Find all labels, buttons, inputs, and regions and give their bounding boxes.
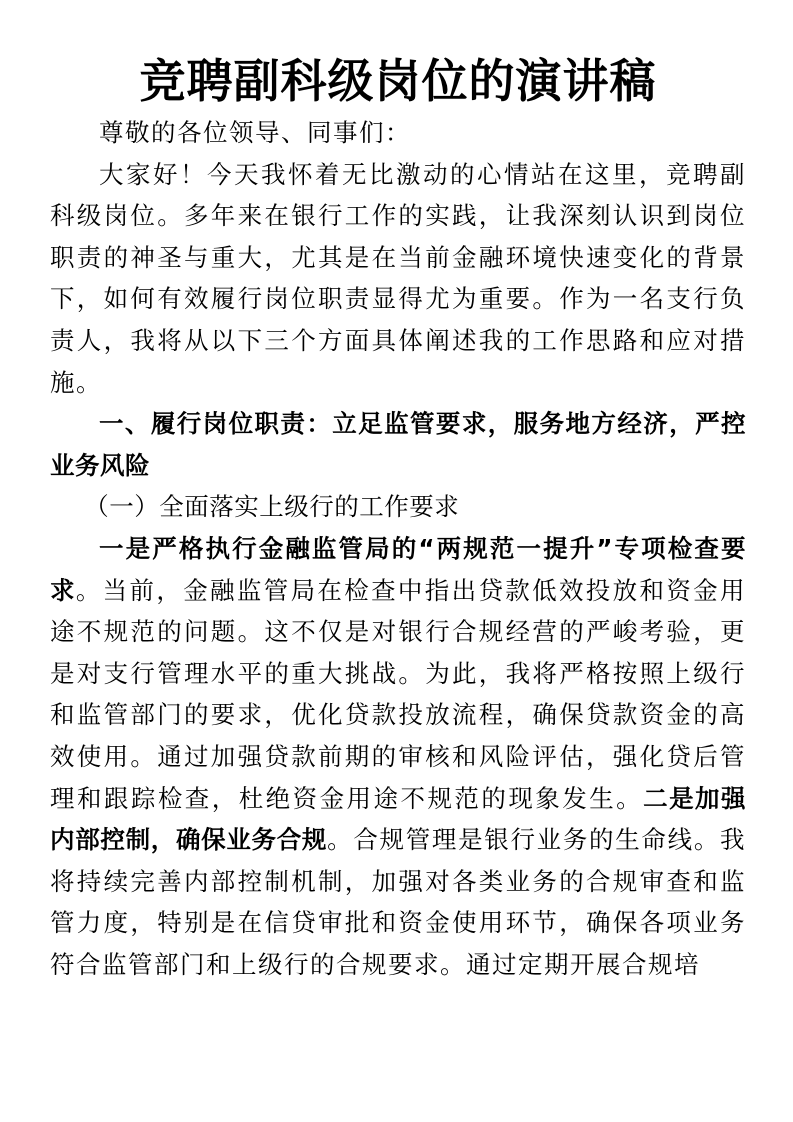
point-paragraph: [50, 528, 746, 986]
point2-lead: 二是加强内部控制，确保业务合规: [50, 783, 747, 855]
point2-body: 。合规管理是银行业务的生命线。我将持续完善内部控制机制，加强对各类业务的合规审查和监管力度，特别是在信贷审批和资金使用环节，确保各项业务符合监管部门和上级行的合规要求。通过定期开展合规培: [50, 825, 747, 979]
document-title: 竞聘副科级岗位的演讲稿: [139, 54, 657, 108]
salutation: 尊敬的各位领导、同事们：: [99, 118, 411, 147]
point1-lead: 一是严格执行金融监管局的“两规范一提升”专项检查要求: [50, 533, 746, 605]
point1-body: 。当前，金融监管局在检查中指出贷款低效投放和资金用途不规范的问题。这不仅是对银行合规经营的严峻考验，更是对支行管理水平的重大挑战。为此，我将严格按照上级行和监管部门的要求，优化贷款投放流程，确保贷款资金的高效使用。通过加强贷款前期的审核和风险评估，强化贷后管理和跟踪检查，杜绝资金用途不规范的现象发生。: [50, 575, 747, 813]
section-heading-1: 一、履行岗位职责：立足监管要求，服务地方经济，严控业务风险: [50, 409, 746, 480]
document-page: [50, 52, 746, 985]
subsection-heading-1: （一）全面落实上级行的工作要求: [84, 492, 460, 522]
intro-paragraph: 大家好！今天我怀着无比激动的心情站在这里，竞聘副科级岗位。多年来在银行工作的实践，让我深刻认识到岗位职责的神圣与重大，尤其是在当前金融环境快速变化的背景下，如何有效履行岗位职责显得尤为重要。作为一名支行负责人，我将从以下三个方面具体阐述我的工作思路和应对措施。: [50, 159, 746, 397]
